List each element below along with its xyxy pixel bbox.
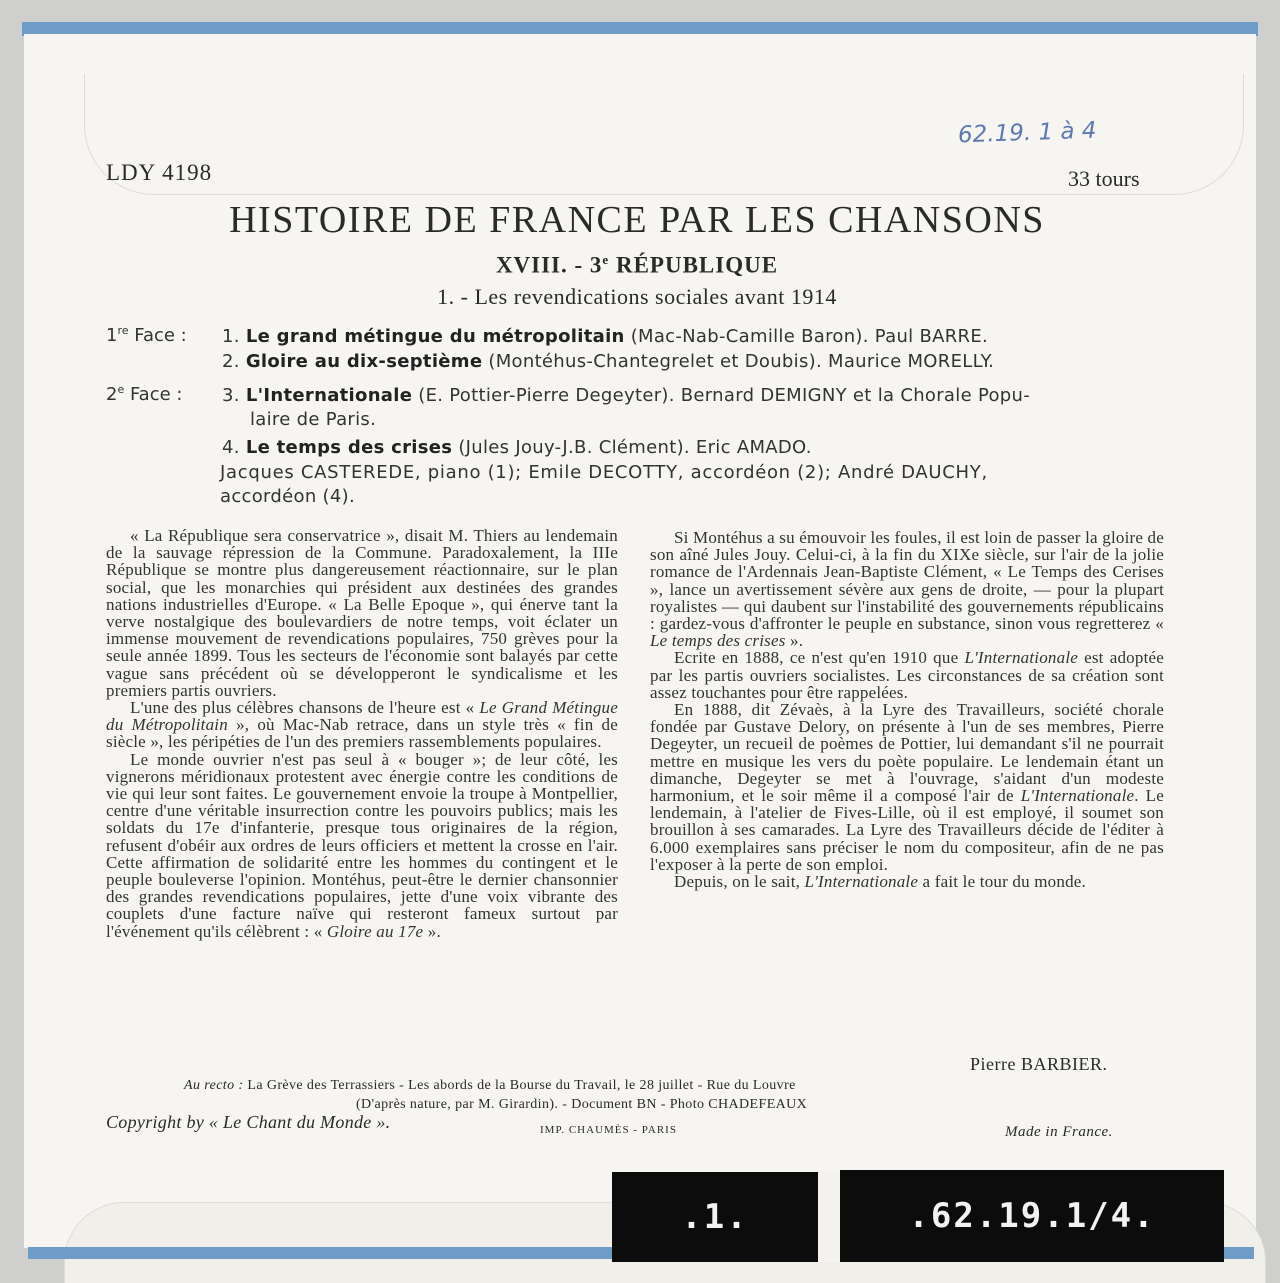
track-2: 2. Gloire au dix-septième (Montéhus-Chantegrelet et Doubis). Maurice MORELLY. bbox=[222, 351, 995, 372]
notes-paragraph: Depuis, on le sait, L'Internationale a fait le tour du monde. bbox=[674, 872, 1086, 892]
notes-paragraph: L'une des plus célèbres chansons de l'heure est « Le Grand Métingue du Métropolitain », où Mac-Nab retrace, dans un style très « fin de siècle », les péripéties de l'un des premiers rassemblements populaires. bbox=[106, 698, 618, 752]
album-subtitle: XVIII. - 3e RÉPUBLIQUE bbox=[495, 252, 779, 278]
liner-notes-column-2 bbox=[650, 529, 1164, 890]
cover-credit-line-2: (D'après nature, par M. Girardin). - Document BN - Photo CHADEFEAUX bbox=[356, 1097, 808, 1112]
archive-tape-label-left: .1. bbox=[612, 1172, 818, 1262]
cover-credit-line-1: Au recto : La Grève des Terrassiers - Les abords de la Bourse du Travail, le 28 juillet - Rue du Louvre bbox=[184, 1078, 796, 1093]
album-volume-title: 1. - Les revendications sociales avant 1914 bbox=[437, 284, 837, 309]
catalog-number: LDY 4198 bbox=[106, 160, 213, 185]
notes-paragraph: En 1888, dit Zévaès, à la Lyre des Travailleurs, société chorale fondée par Gustave Delory, on présente à l'un de ses membres, Pierre Degeyter, un recueil de poèmes de Pottier, lui demandant s'il ne pourrait mettre en musique les vers du poète populaire. Le lendemain étant un dimanche, Degeyter se met à l'ouvrage, s'aidant d'un modeste harmonium, et le soir même il a composé l'air de L'Internationale. Le lendemain, à l'atelier de Fives-Lille, où il est employé, il soumet son brouillon à ses camarades. La Lyre des Travailleurs décide de l'éditer à 6.000 exemplaires sans préciser le nom du compositeur, afin de ne pas l'exposer à la perte de son emploi. bbox=[650, 700, 1164, 874]
tape-gap bbox=[818, 1172, 840, 1262]
archive-tape-label-right: .62.19.1/4. bbox=[840, 1170, 1224, 1262]
musicians-line-1: Jacques CASTEREDE, piano (1); Emile DECOTTY, accordéon (2); André DAUCHY, bbox=[220, 462, 988, 483]
track-3: 3. L'Internationale (E. Pottier-Pierre Degeyter). Bernard DEMIGNY et la Chorale Popu- bbox=[222, 385, 1031, 406]
author-signature: Pierre BARBIER. bbox=[970, 1054, 1108, 1074]
notes-paragraph: « La République sera conservatrice », disait M. Thiers au lendemain de la sauvage répression de la Commune. Paradoxalement, la IIIe République se montre plus dangereusement réactionnaire, sur le plan social, que les monarchies qui président aux destinées des grandes nations industrielles d'Europe. « La Belle Epoque », qui énerve tant la verve nostalgique des boulevardiers de notre temps, voit éclater un immense mouvement de revendications populaires, 750 grèves pour la seule année 1899. Tous les secteurs de l'économie sont balayés par cette vague sans précédent où se développeront le syndicalisme et les premiers partis ouvriers. bbox=[106, 526, 618, 700]
notes-paragraph: Si Montéhus a su émouvoir les foules, il est loin de passer la gloire de son aîné Jules Jouy. Celui-ci, à la fin du XIXe siècle, sur l'air de la jolie romance de l'Ardennais Jean-Baptiste Clément, « Le Temps des Cerises », lance un avertissement sévère aux gens de droite, — pour la plupart royalistes — qui daubent sur l'instabilité des gouvernements républicains : gardez-vous d'affronter le peuple en substance, sinon vous regretterez « Le temps des crises ». bbox=[650, 528, 1164, 651]
track-3-credits-continued: laire de Paris. bbox=[250, 409, 377, 430]
track-1: 1. Le grand métingue du métropolitain (Mac-Nab-Camille Baron). Paul BARRE. bbox=[222, 326, 989, 347]
face-2-label: 2e Face : bbox=[106, 383, 183, 405]
notes-paragraph: Ecrite en 1888, ce n'est qu'en 1910 que L'Internationale est adoptée par les partis ouvriers socialistes. Les circonstances de sa création sont assez touchantes pour être rappelées. bbox=[650, 648, 1164, 702]
notes-paragraph: Le monde ouvrier n'est pas seul à « bouger »; de leur côté, les vignerons méridionaux protestent avec énergie contre les conditions de vie qui leur sont faites. Le gouvernement envoie la troupe à Montpellier, centre d'une véritable insurrection contre les pouvoirs publics; mais les soldats du 17e d'infanterie, presque tous originaires de la région, refusent d'obéir aux ordres de leurs officiers et mettent la crosse en l'air. Cette affirmation de solidarité entre les hommes du contingent et le peuple bouleverse l'opinion. Montéhus, peut-être le dernier chansonnier des grandes revendications populaires, jette d'une voix vibrante des couplets d'une facture naïve qui resteront fameux surtout par l'événement qu'ils célèbrent : « Gloire au 17e ». bbox=[106, 749, 618, 941]
handwritten-note: 62.19. 1 à 4 bbox=[957, 117, 1097, 149]
album-title: HISTOIRE DE FRANCE PAR LES CHANSONS bbox=[229, 199, 1045, 241]
track-4: 4. Le temps des crises (Jules Jouy-J.B. Clément). Eric AMADO. bbox=[222, 437, 812, 458]
copyright-notice: Copyright by « Le Chant du Monde ». bbox=[106, 1112, 391, 1132]
made-in-label: Made in France. bbox=[1005, 1124, 1113, 1140]
record-speed: 33 tours bbox=[1068, 166, 1140, 191]
musicians-line-2: accordéon (4). bbox=[220, 486, 355, 507]
printer-credit: IMP. CHAUMÈS - PARIS bbox=[540, 1124, 677, 1136]
face-1-label: 1re Face : bbox=[106, 324, 187, 346]
liner-notes-column-1 bbox=[106, 527, 618, 940]
